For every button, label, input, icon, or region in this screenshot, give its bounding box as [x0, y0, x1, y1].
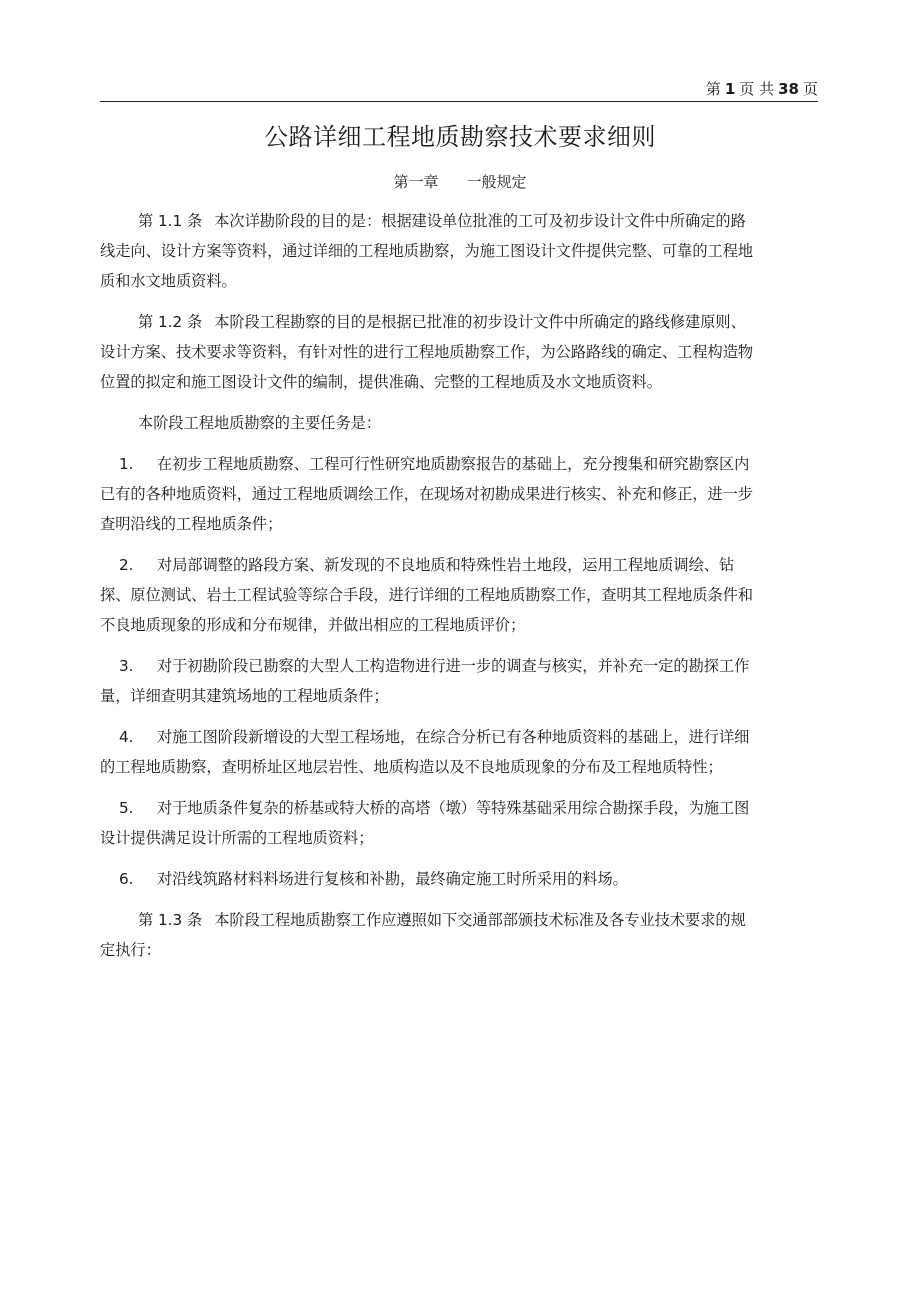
page-prefix: 第: [705, 80, 721, 98]
tasks-intro-text: 本阶段工程地质勘察的主要任务是：: [138, 414, 381, 432]
page-suffix: 页: [802, 80, 818, 98]
tasks-intro: [100, 408, 760, 438]
item-text: 对沿线筑路材料料场进行复核和补勘，最终确定施工时所采用的料场。: [157, 870, 628, 888]
page-header: [100, 78, 818, 100]
chapter-name: 一般规定: [466, 173, 527, 191]
page-total: 38: [778, 80, 799, 98]
item-number: 1.: [119, 455, 134, 473]
article-label: 第 1.1 条: [138, 212, 203, 230]
page-current: 1: [724, 80, 736, 98]
item-number: 4.: [119, 728, 134, 746]
item-text: 对局部调整的路段方案、新发现的不良地质和特殊性岩土地段，运用工程地质调绘、钻探、原位测试、岩土工程试验等综合手段，进行详细的工程地质勘察工作，查明其工程地质条件和不良地质现象的形成和分布规律，并做出相应的工程地质评价；: [100, 556, 754, 634]
task-item: [100, 864, 760, 894]
article-text: 本阶段工程地质勘察工作应遵照如下交通部部颁技术标准及各专业技术要求的规定执行：: [100, 911, 746, 959]
header-divider: [100, 101, 818, 102]
item-text: 对于初勘阶段已勘察的大型人工构造物进行进一步的调查与核实，并补充一定的勘探工作量，详细查明其建筑场地的工程地质条件；: [100, 657, 750, 705]
item-text: 对于地质条件复杂的桥基或特大桥的高塔（墩）等特殊基础采用综合勘探手段，为施工图设计提供满足设计所需的工程地质资料；: [100, 799, 750, 847]
article-1-3: [100, 905, 760, 965]
article-label: 第 1.2 条: [138, 313, 203, 331]
item-number: 3.: [119, 657, 134, 675]
item-text: 对施工图阶段新增设的大型工程场地，在综合分析已有各种地质资料的基础上，进行详细的工程地质勘察，查明桥址区地层岩性、地质构造以及不良地质现象的分布及工程地质特性；: [100, 728, 750, 776]
article-text: 本次详勘阶段的目的是：根据建设单位批准的工可及初步设计文件中所确定的路线走向、设计方案等资料，通过详细的工程地质勘察，为施工图设计文件提供完整、可靠的工程地质和水文地质资料。: [100, 212, 754, 290]
task-item: [100, 449, 760, 539]
article-label: 第 1.3 条: [138, 911, 203, 929]
article-text: 本阶段工程勘察的目的是根据已批准的初步设计文件中所确定的路线修建原则、设计方案、技术要求等资料，有针对性的进行工程地质勘察工作，为公路路线的确定、工程构造物位置的拟定和施工图设计文件的编制，提供准确、完整的工程地质及水文地质资料。: [100, 313, 754, 391]
document-body: [100, 206, 760, 976]
item-text: 在初步工程地质勘察、工程可行性研究地质勘察报告的基础上，充分搜集和研究勘察区内已有的各种地质资料，通过工程地质调绘工作，在现场对初勘成果进行核实、补充和修正，进一步查明沿线的工程地质条件；: [100, 455, 754, 533]
item-number: 5.: [119, 799, 134, 817]
chapter-number: 第一章: [393, 173, 439, 191]
item-number: 2.: [119, 556, 134, 574]
item-number: 6.: [119, 870, 134, 888]
task-item: [100, 651, 760, 711]
document-title: 公路详细工程地质勘察技术要求细则: [264, 123, 656, 151]
article-1-2: [100, 307, 760, 397]
page-mid: 页 共: [739, 80, 775, 98]
chapter-heading: [0, 171, 920, 192]
task-item: [100, 550, 760, 640]
task-item: [100, 722, 760, 782]
article-1-1: [100, 206, 760, 296]
task-item: [100, 793, 760, 853]
